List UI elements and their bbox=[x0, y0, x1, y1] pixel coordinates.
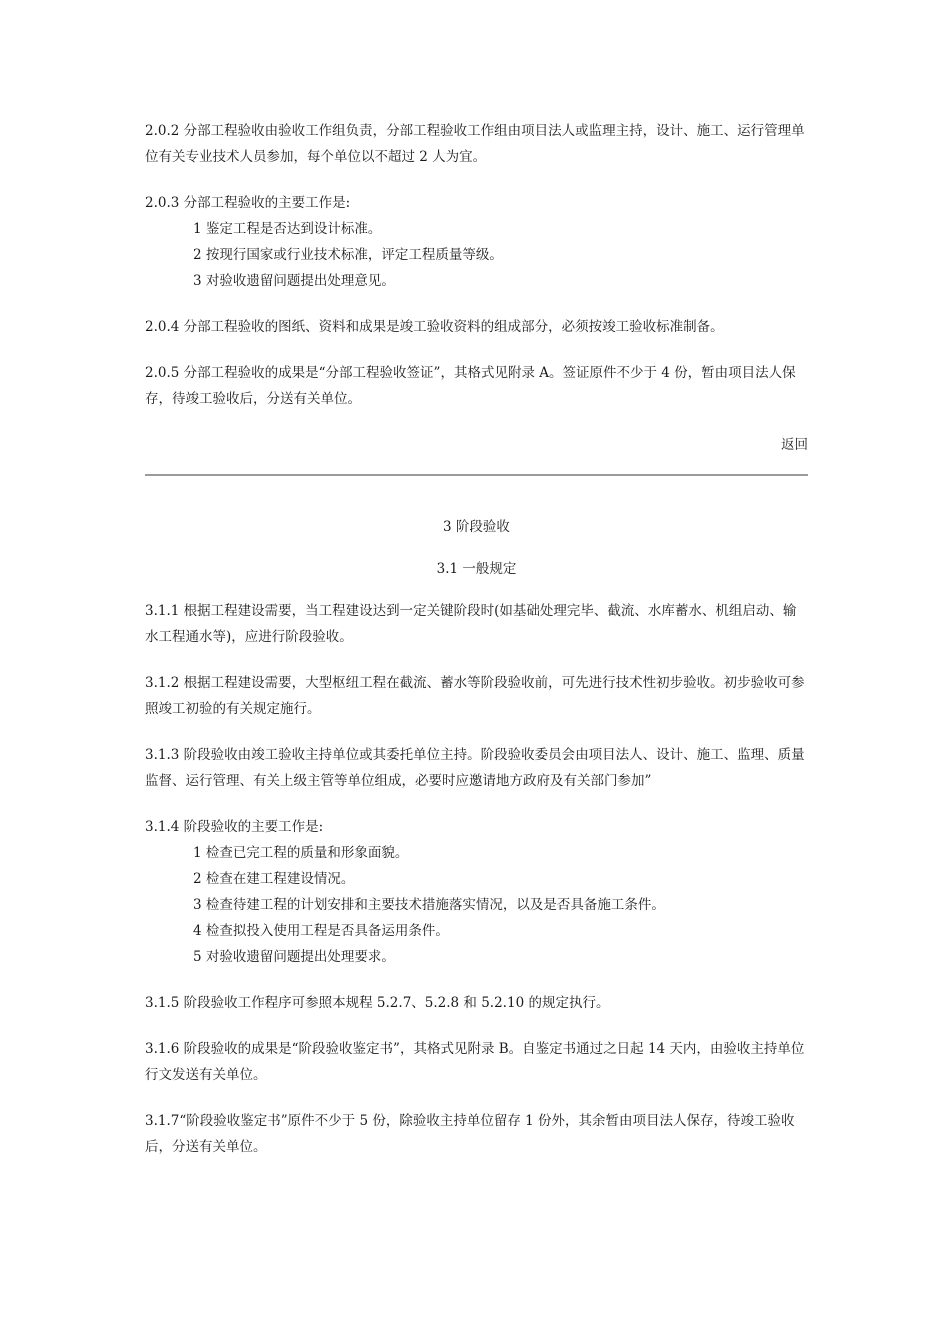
list-item: 2 按现行国家或行业技术标准，评定工程质量等级。 bbox=[193, 247, 503, 263]
list-item: 3 对验收遗留问题提出处理意见。 bbox=[193, 273, 395, 289]
document-page bbox=[145, 118, 808, 1180]
clause-3-1-7: 3.1.7“阶段验收鉴定书”原件不少于 5 份，除验收主持单位留存 1 份外，其余暂由项目法人保存，待竣工验收后，分送有关单位。 bbox=[145, 1113, 795, 1155]
clause-2-0-2: 2.0.2 分部工程验收由验收工作组负责，分部工程验收工作组由项目法人或监理主持，设计、施工、运行管理单位有关专业技术人员参加，每个单位以不超过 2 人为宜。 bbox=[145, 123, 805, 165]
clause-3-1-4-list bbox=[145, 840, 808, 970]
clause-2-0-4: 2.0.4 分部工程验收的图纸、资料和成果是竣工验收资料的组成部分，必须按竣工验收标准制备。 bbox=[145, 319, 724, 335]
section-divider bbox=[145, 474, 808, 476]
subsection-title: 3.1 一般规定 bbox=[436, 561, 517, 577]
clause-2-0-3-list bbox=[145, 216, 808, 294]
section-title: 3 阶段验收 bbox=[443, 519, 510, 535]
back-link[interactable]: 返回 bbox=[781, 437, 808, 453]
back-link-row bbox=[145, 432, 808, 458]
clause-3-1-1: 3.1.1 根据工程建设需要，当工程建设达到一定关键阶段时(如基础处理完毕、截流、水库蓄水、机组启动、输水工程通水等)，应进行阶段验收。 bbox=[145, 603, 797, 645]
clause-3-1-6: 3.1.6 阶段验收的成果是“阶段验收鉴定书”，其格式见附录 B。自鉴定书通过之日起 14 天内，由验收主持单位行文发送有关单位。 bbox=[145, 1041, 805, 1083]
clause-3-1-5: 3.1.5 阶段验收工作程序可参照本规程 5.2.7、5.2.8 和 5.2.10 的规定执行。 bbox=[145, 995, 610, 1011]
clause-3-1-2: 3.1.2 根据工程建设需要，大型枢纽工程在截流、蓄水等阶段验收前，可先进行技术性初步验收。初步验收可参照竣工初验的有关规定施行。 bbox=[145, 675, 805, 717]
list-item: 2 检查在建工程建设情况。 bbox=[193, 871, 355, 887]
list-item: 5 对验收遗留问题提出处理要求。 bbox=[193, 949, 395, 965]
list-item: 1 检查已完工程的质量和形象面貌。 bbox=[193, 845, 409, 861]
clause-2-0-3: 2.0.3 分部工程验收的主要工作是: bbox=[145, 195, 351, 211]
list-item: 3 检查待建工程的计划安排和主要技术措施落实情况，以及是否具备施工条件。 bbox=[193, 897, 665, 913]
list-item: 4 检查拟投入使用工程是否具备运用条件。 bbox=[193, 923, 449, 939]
clause-3-1-4: 3.1.4 阶段验收的主要工作是: bbox=[145, 819, 324, 835]
clause-2-0-5: 2.0.5 分部工程验收的成果是“分部工程验收签证”，其格式见附录 A。签证原件不少于 4 份，暂由项目法人保存，待竣工验收后，分送有关单位。 bbox=[145, 365, 796, 407]
list-item: 1 鉴定工程是否达到设计标准。 bbox=[193, 221, 382, 237]
clause-3-1-3: 3.1.3 阶段验收由竣工验收主持单位或其委托单位主持。阶段验收委员会由项目法人、设计、施工、监理、质量监督、运行管理、有关上级主管等单位组成，必要时应邀请地方政府及有关部门参加” bbox=[145, 747, 805, 789]
